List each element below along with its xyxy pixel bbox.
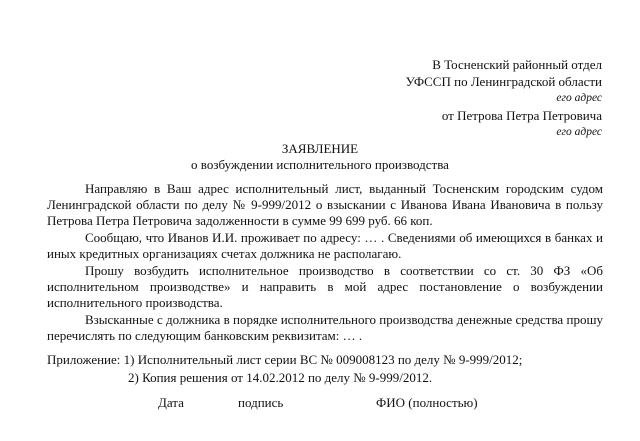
attachment-item-1: 1) Исполнительный лист серии ВС № 009008123 по делу № 9-999/2012; <box>123 352 523 367</box>
document-subtitle: о возбуждении исполнительного производства <box>191 157 449 172</box>
paragraph-4: Взысканные с должника в порядке исполнительного производства денежные средства прошу перечислять по следующим банковским реквизитам: … . <box>47 312 603 343</box>
recipient-line-1: В Тосненский районный отдел <box>432 57 602 72</box>
attachments-line-2 <box>128 370 432 386</box>
recipient-address-note: его адрес <box>556 92 602 104</box>
attachments-line-1 <box>47 352 522 368</box>
paragraph-2: Сообщаю, что Иванов И.И. проживает по адресу: … . Сведениями об имеющихся в банках и иных кредитных организациях счетах должника не располагаю. <box>47 230 603 261</box>
document-title: ЗАЯВЛЕНИЕ <box>281 141 359 156</box>
attachments-label: Приложение: <box>47 352 121 367</box>
paragraph-3: Прошу возбудить исполнительное производство в соответствии со ст. 30 ФЗ «Об исполнительном производстве» и направить в мой адрес постановление о возбуждении исполнительного производства. <box>47 263 603 310</box>
signature-date: Дата <box>158 395 184 410</box>
signature-name: ФИО (полностью) <box>376 395 478 410</box>
recipient-line-2: УФССП по Ленинградской области <box>405 74 602 89</box>
sender-address-note: его адрес <box>556 126 602 138</box>
paragraph-1: Направляю в Ваш адрес исполнительный лист, выданный Тосненским городским судом Ленинградской области по делу № 9-999/2012 о взыскании с Иванова Ивана Ивановича в пользу Петрова Петра Петровича задолженности в сумме 99 699 руб. 66 коп. <box>47 181 603 228</box>
signature-sign: подпись <box>238 395 284 410</box>
attachment-item-2: 2) Копия решения от 14.02.2012 по делу № 9-999/2012. <box>128 370 433 385</box>
document-body <box>47 181 603 345</box>
sender-line: от Петрова Петра Петровича <box>441 108 602 123</box>
recipient-block <box>406 56 602 141</box>
